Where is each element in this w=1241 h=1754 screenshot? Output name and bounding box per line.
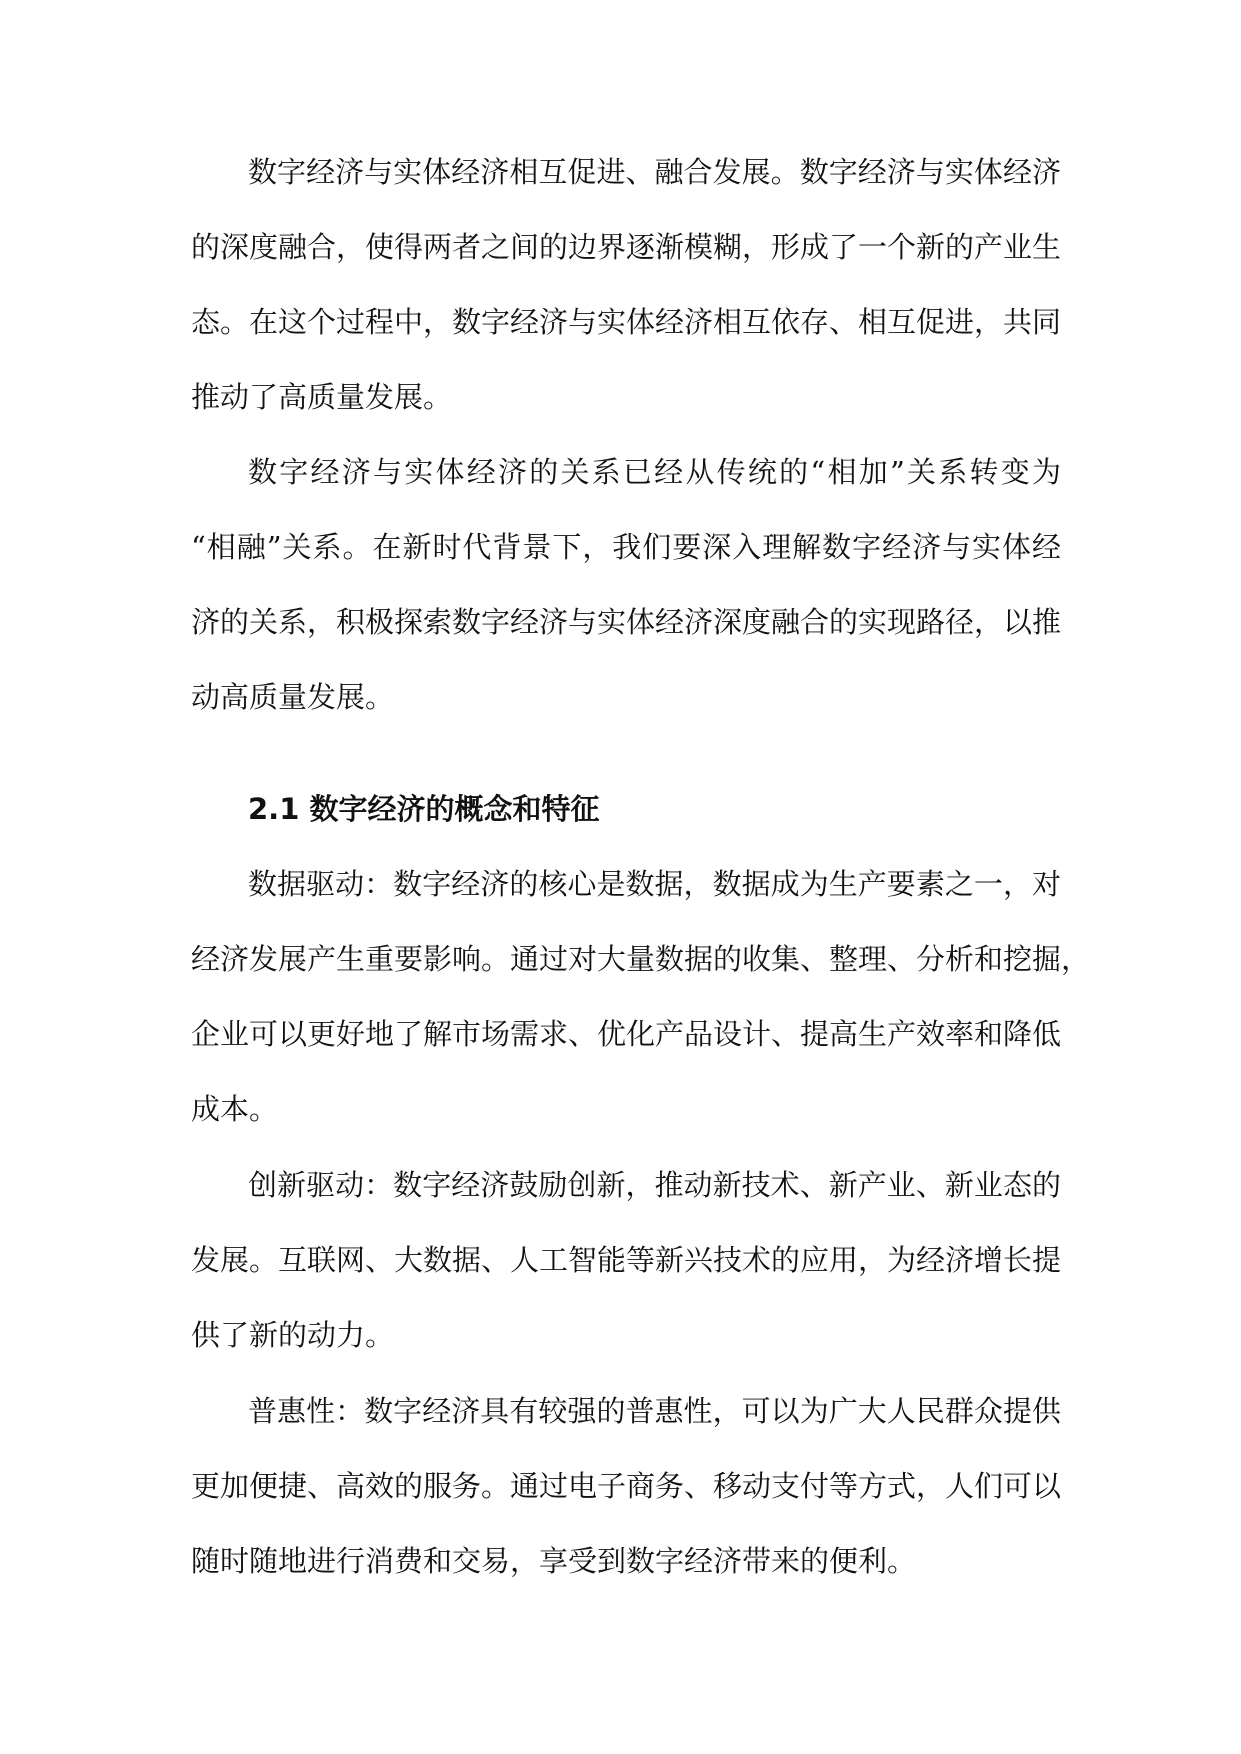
text-line: 数据驱动：数字经济的核心是数据，数据成为生产要素之一，对 [248,867,1061,901]
paragraph-innovation-driven [191,1148,1061,1373]
text-line: 普惠性：数字经济具有较强的普惠性，可以为广大人民群众提供 [248,1394,1061,1428]
text-line: 推动了高质量发展。 [191,380,453,414]
paragraph-integration [191,135,1061,435]
text-line: 经济发展产生重要影响。通过对大量数据的收集、整理、分析和挖掘， [191,942,1091,976]
text-line: 数字经济与实体经济相互促进、融合发展。数字经济与实体经济 [248,155,1061,189]
section-heading: 2.1 数字经济的概念和特征 [248,792,600,826]
paragraph-inclusiveness [191,1374,1061,1599]
text-line: 成本。 [191,1092,279,1126]
text-line: 的深度融合，使得两者之间的边界逐渐模糊，形成了一个新的产业生 [191,230,1062,264]
text-line: 随时随地进行消费和交易，享受到数字经济带来的便利。 [191,1544,917,1578]
text-line: 更加便捷、高效的服务。通过电子商务、移动支付等方式，人们可以 [191,1469,1062,1503]
text-line: 态。在这个过程中，数字经济与实体经济相互依存、相互促进，共同 [191,305,1062,339]
text-line: 供了新的动力。 [191,1318,395,1352]
text-line: 动高质量发展。 [191,680,395,714]
paragraph-data-driven [191,847,1091,1147]
paragraph-relationship [191,435,1061,735]
text-line: 创新驱动：数字经济鼓励创新，推动新技术、新产业、新业态的 [248,1168,1061,1202]
text-line: 发展。互联网、大数据、人工智能等新兴技术的应用，为经济增长提 [191,1243,1062,1277]
text-line: 济的关系，积极探索数字经济与实体经济深度融合的实现路径，以推 [191,605,1062,639]
text-line: 数字经济与实体经济的关系已经从传统的“相加”关系转变为 [248,455,1061,489]
text-line: “相融”关系。在新时代背景下，我们要深入理解数字经济与实体经 [191,530,1061,564]
text-line: 企业可以更好地了解市场需求、优化产品设计、提高生产效率和降低 [191,1017,1062,1051]
